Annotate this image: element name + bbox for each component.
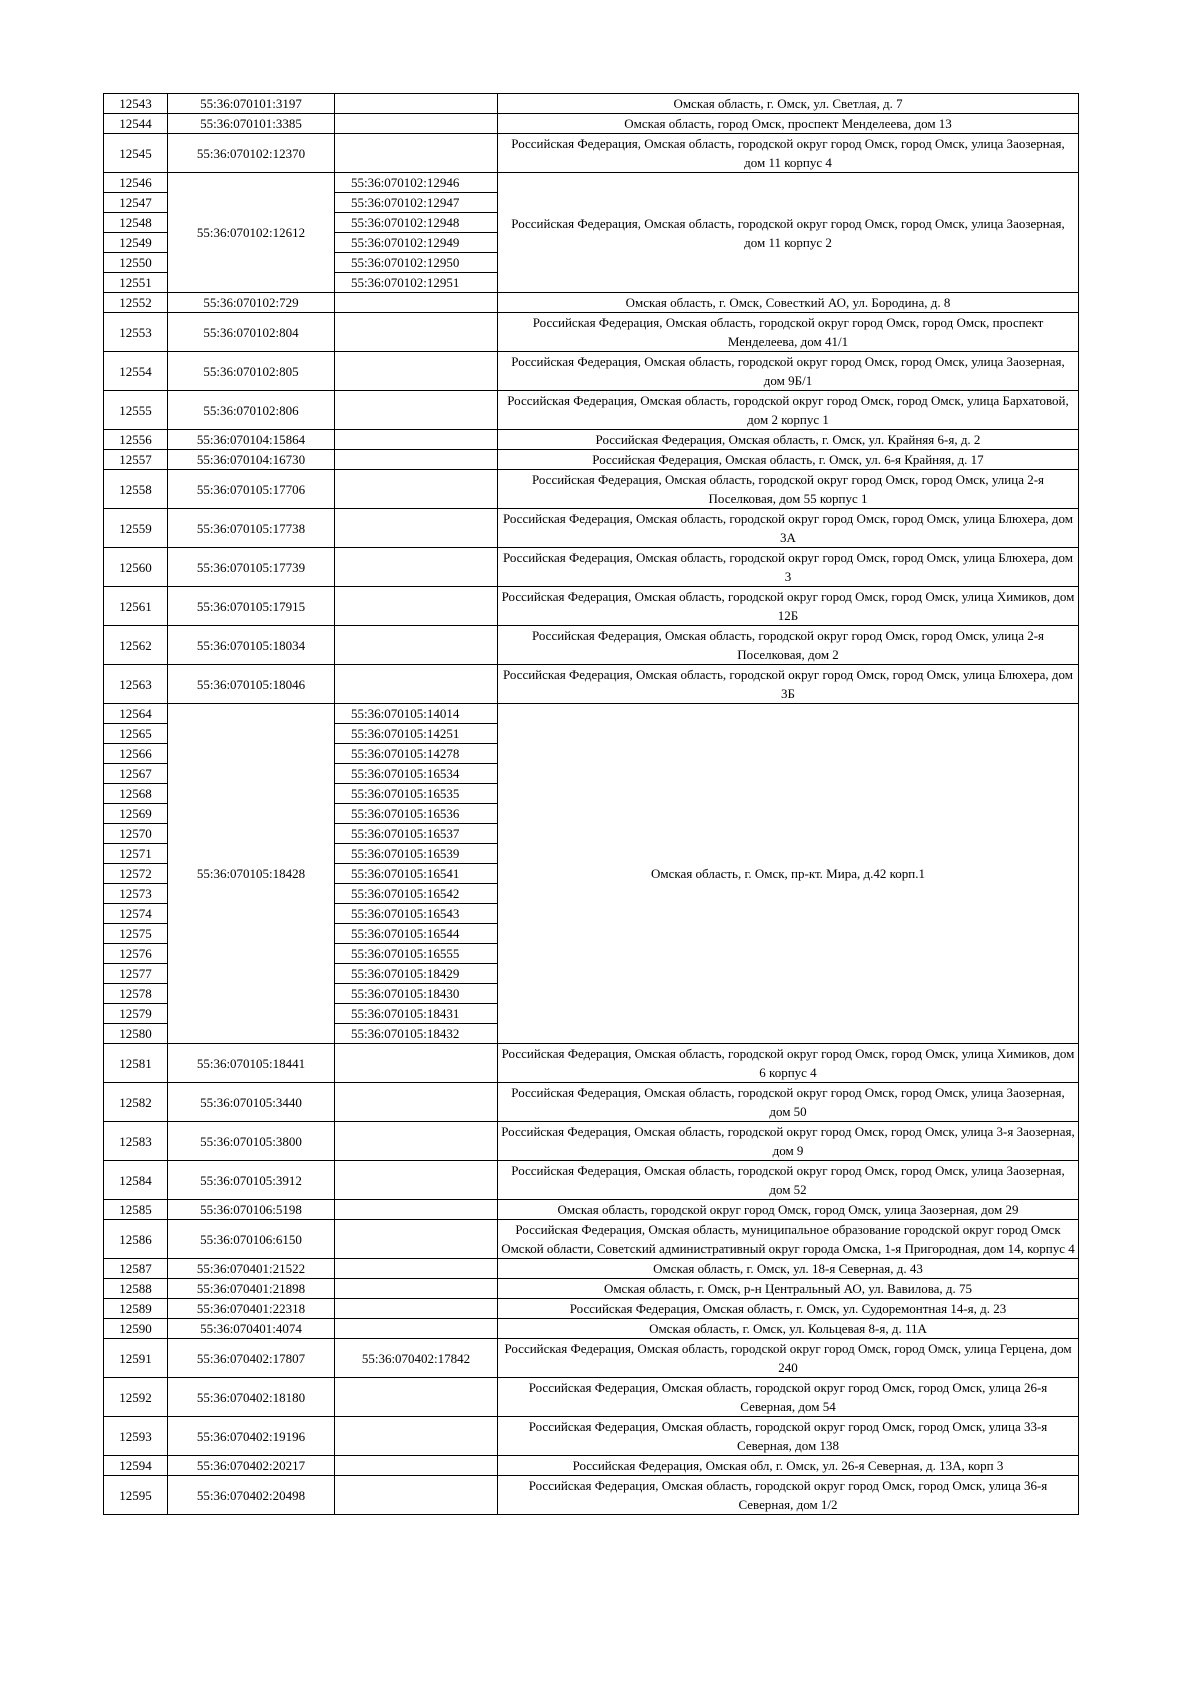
sub-cadastral-number [335,1083,498,1122]
row-number: 12593 [104,1417,168,1456]
table-row [104,470,1079,509]
sub-cadastral-number [335,470,498,509]
table-row [104,1339,1079,1378]
row-number: 12584 [104,1161,168,1200]
row-number: 12578 [104,984,168,1004]
table-row [104,134,1079,173]
sub-cadastral-number [335,391,498,430]
table-row [104,293,1079,313]
table-row [104,352,1079,391]
address-cell: Российская Федерация, Омская область, городской округ город Омск, город Омск, улица Заозерная, дом 50 [498,1083,1079,1122]
sub-cadastral-number: 55:36:070105:18432 [335,1024,498,1044]
row-number: 12577 [104,964,168,984]
address-cell: Омская область, г. Омск, р-н Центральный АО, ул. Вавилова, д. 75 [498,1279,1079,1299]
address-cell: Российская Федерация, Омская область, городской округ город Омск, город Омск, улица 3-я Заозерная, дом 9 [498,1122,1079,1161]
row-number: 12562 [104,626,168,665]
address-cell: Российская Федерация, Омская область, городской округ город Омск, город Омск, улица Блюхера, дом 3 [498,548,1079,587]
sub-cadastral-number [335,430,498,450]
cadastral-number: 55:36:070105:17915 [168,587,335,626]
sub-cadastral-number: 55:36:070105:16537 [335,824,498,844]
row-number: 12573 [104,884,168,904]
sub-cadastral-number: 55:36:070105:16535 [335,784,498,804]
row-number: 12549 [104,233,168,253]
address-cell: Российская Федерация, Омская область, городской округ город Омск, город Омск, улица Герцена, дом 240 [498,1339,1079,1378]
sub-cadastral-number [335,1299,498,1319]
table-row [104,1417,1079,1456]
row-number: 12594 [104,1456,168,1476]
table-row [104,1279,1079,1299]
cadastral-number: 55:36:070401:4074 [168,1319,335,1339]
sub-cadastral-number [335,587,498,626]
row-number: 12552 [104,293,168,313]
sub-cadastral-number [335,1476,498,1515]
address-cell: Омская область, г. Омск, Совесткий АО, ул. Бородина, д. 8 [498,293,1079,313]
table-row [104,1299,1079,1319]
row-number: 12591 [104,1339,168,1378]
table-row [104,1200,1079,1220]
sub-cadastral-number [335,114,498,134]
address-cell: Омская область, городской округ город Омск, город Омск, улица Заозерная, дом 29 [498,1200,1079,1220]
sub-cadastral-number: 55:36:070105:16544 [335,924,498,944]
table-row [104,1220,1079,1259]
cadastral-number: 55:36:070105:17706 [168,470,335,509]
sub-cadastral-number [335,1122,498,1161]
sub-cadastral-number: 55:36:070402:17842 [335,1339,498,1378]
cadastral-number: 55:36:070101:3197 [168,94,335,114]
row-number: 12568 [104,784,168,804]
sub-cadastral-number: 55:36:070102:12949 [335,233,498,253]
address-cell: Омская область, г. Омск, ул. Светлая, д. 7 [498,94,1079,114]
cadastral-number: 55:36:070106:5198 [168,1200,335,1220]
cadastral-number: 55:36:070105:3440 [168,1083,335,1122]
row-number: 12544 [104,114,168,134]
row-number: 12570 [104,824,168,844]
sub-cadastral-number: 55:36:070102:12951 [335,273,498,293]
address-cell: Российская Федерация, Омская область, городской округ город Омск, город Омск, улица Заозерная, дом 9Б/1 [498,352,1079,391]
cadastral-number: 55:36:070105:18441 [168,1044,335,1083]
sub-cadastral-number: 55:36:070105:14278 [335,744,498,764]
cadastral-number: 55:36:070102:12370 [168,134,335,173]
address-cell: Российская Федерация, Омская область, городской округ город Омск, город Омск, улица Блюхера, дом 3А [498,509,1079,548]
sub-cadastral-number: 55:36:070105:16539 [335,844,498,864]
address-cell: Российская Федерация, Омская область, муниципальное образование городской округ город Омск Омской области, Советский административный округ города Омска, 1-я Пригородная, дом 14, корпус 4 [498,1220,1079,1259]
table-row [104,430,1079,450]
row-number: 12551 [104,273,168,293]
sub-cadastral-number: 55:36:070105:16534 [335,764,498,784]
address-cell: Российская Федерация, Омская область, городской округ город Омск, город Омск, улица 2-я Поселковая, дом 55 корпус 1 [498,470,1079,509]
cadastral-number: 55:36:070102:729 [168,293,335,313]
sub-cadastral-number [335,352,498,391]
sub-cadastral-number [335,313,498,352]
address-cell: Омская область, город Омск, проспект Менделеева, дом 13 [498,114,1079,134]
address-cell: Российская Федерация, Омская обл, г. Омск, ул. 26-я Северная, д. 13А, корп 3 [498,1456,1079,1476]
cadastral-number: 55:36:070101:3385 [168,114,335,134]
row-number: 12571 [104,844,168,864]
row-number: 12553 [104,313,168,352]
row-number: 12558 [104,470,168,509]
row-number: 12556 [104,430,168,450]
address-cell: Российская Федерация, Омская область, городской округ город Омск, город Омск, улица Химиков, дом 12Б [498,587,1079,626]
property-table [103,93,1079,1515]
address-cell: Российская Федерация, Омская область, г. Омск, ул. Судоремонтная 14-я, д. 23 [498,1299,1079,1319]
address-cell: Российская Федерация, Омская область, городской округ город Омск, город Омск, улица 36-я Северная, дом 1/2 [498,1476,1079,1515]
row-number: 12572 [104,864,168,884]
table-row [104,313,1079,352]
cadastral-number: 55:36:070102:806 [168,391,335,430]
sub-cadastral-number [335,665,498,704]
row-number: 12585 [104,1200,168,1220]
sub-cadastral-number: 55:36:070105:16536 [335,804,498,824]
address-cell: Омская область, г. Омск, пр-кт. Мира, д.42 корп.1 [498,704,1079,1044]
sub-cadastral-number: 55:36:070105:18431 [335,1004,498,1024]
row-number: 12557 [104,450,168,470]
address-cell: Омская область, г. Омск, ул. 18-я Северная, д. 43 [498,1259,1079,1279]
table-row [104,1456,1079,1476]
row-number: 12583 [104,1122,168,1161]
address-cell: Российская Федерация, Омская область, городской округ город Омск, город Омск, улица Химиков, дом 6 корпус 4 [498,1044,1079,1083]
sub-cadastral-number: 55:36:070105:18430 [335,984,498,1004]
sub-cadastral-number: 55:36:070105:16555 [335,944,498,964]
sub-cadastral-number [335,134,498,173]
row-number: 12589 [104,1299,168,1319]
cadastral-number: 55:36:070402:20217 [168,1456,335,1476]
address-cell: Российская Федерация, Омская область, городской округ город Омск, город Омск, проспект Менделеева, дом 41/1 [498,313,1079,352]
row-number: 12545 [104,134,168,173]
row-number: 12550 [104,253,168,273]
row-number: 12595 [104,1476,168,1515]
table-row [104,1319,1079,1339]
cadastral-number: 55:36:070106:6150 [168,1220,335,1259]
sub-cadastral-number: 55:36:070105:16541 [335,864,498,884]
table-row [104,450,1079,470]
cadastral-number: 55:36:070105:3912 [168,1161,335,1200]
cadastral-number: 55:36:070401:21522 [168,1259,335,1279]
table-row [104,1161,1079,1200]
sub-cadastral-number: 55:36:070105:16542 [335,884,498,904]
sub-cadastral-number: 55:36:070102:12948 [335,213,498,233]
table-row [104,704,1079,724]
table-row [104,626,1079,665]
cadastral-number: 55:36:070402:20498 [168,1476,335,1515]
row-number: 12575 [104,924,168,944]
row-number: 12590 [104,1319,168,1339]
cadastral-number: 55:36:070104:15864 [168,430,335,450]
cadastral-number: 55:36:070402:19196 [168,1417,335,1456]
address-cell: Российская Федерация, Омская область, городской округ город Омск, город Омск, улица Заозерная, дом 52 [498,1161,1079,1200]
address-cell: Российская Федерация, Омская область, г. Омск, ул. Крайняя 6-я, д. 2 [498,430,1079,450]
sub-cadastral-number: 55:36:070102:12950 [335,253,498,273]
sub-cadastral-number [335,94,498,114]
cadastral-number: 55:36:070105:17738 [168,509,335,548]
table-row [104,509,1079,548]
table-row [104,391,1079,430]
row-number: 12564 [104,704,168,724]
sub-cadastral-number [335,1417,498,1456]
cadastral-number: 55:36:070102:804 [168,313,335,352]
cadastral-number: 55:36:070102:805 [168,352,335,391]
sub-cadastral-number [335,1200,498,1220]
table-row [104,114,1079,134]
cadastral-number: 55:36:070402:17807 [168,1339,335,1378]
cadastral-number: 55:36:070102:12612 [168,173,335,293]
address-cell: Российская Федерация, Омская область, городской округ город Омск, город Омск, улица Блюхера, дом 3Б [498,665,1079,704]
row-number: 12580 [104,1024,168,1044]
row-number: 12576 [104,944,168,964]
cadastral-number: 55:36:070105:18428 [168,704,335,1044]
address-cell: Российская Федерация, Омская область, городской округ город Омск, город Омск, улица Заозерная, дом 11 корпус 4 [498,134,1079,173]
table-row [104,1122,1079,1161]
table-row [104,1476,1079,1515]
sub-cadastral-number: 55:36:070105:14014 [335,704,498,724]
address-cell: Российская Федерация, Омская область, городской округ город Омск, город Омск, улица 33-я Северная, дом 138 [498,1417,1079,1456]
row-number: 12582 [104,1083,168,1122]
sub-cadastral-number [335,1319,498,1339]
sub-cadastral-number [335,548,498,587]
cadastral-number: 55:36:070104:16730 [168,450,335,470]
table-row [104,1083,1079,1122]
row-number: 12543 [104,94,168,114]
sub-cadastral-number: 55:36:070102:12947 [335,193,498,213]
table-row [104,94,1079,114]
sub-cadastral-number: 55:36:070105:16543 [335,904,498,924]
sub-cadastral-number: 55:36:070102:12946 [335,173,498,193]
row-number: 12547 [104,193,168,213]
table-row [104,1378,1079,1417]
cadastral-number: 55:36:070402:18180 [168,1378,335,1417]
row-number: 12579 [104,1004,168,1024]
row-number: 12588 [104,1279,168,1299]
table-row [104,1044,1079,1083]
row-number: 12559 [104,509,168,548]
sub-cadastral-number [335,1044,498,1083]
row-number: 12569 [104,804,168,824]
row-number: 12565 [104,724,168,744]
address-cell: Омская область, г. Омск, ул. Кольцевая 8-я, д. 11А [498,1319,1079,1339]
table-row [104,1259,1079,1279]
sub-cadastral-number [335,1456,498,1476]
row-number: 12563 [104,665,168,704]
table-row [104,173,1079,193]
sub-cadastral-number [335,293,498,313]
row-number: 12548 [104,213,168,233]
row-number: 12587 [104,1259,168,1279]
row-number: 12560 [104,548,168,587]
cadastral-number: 55:36:070401:22318 [168,1299,335,1319]
sub-cadastral-number [335,1378,498,1417]
table-row [104,587,1079,626]
sub-cadastral-number: 55:36:070105:14251 [335,724,498,744]
cadastral-number: 55:36:070105:18046 [168,665,335,704]
row-number: 12574 [104,904,168,924]
row-number: 12561 [104,587,168,626]
table-row [104,665,1079,704]
sub-cadastral-number [335,626,498,665]
sub-cadastral-number [335,450,498,470]
row-number: 12554 [104,352,168,391]
row-number: 12592 [104,1378,168,1417]
table-row [104,548,1079,587]
address-cell: Российская Федерация, Омская область, городской округ город Омск, город Омск, улица Заозерная, дом 11 корпус 2 [498,173,1079,293]
sub-cadastral-number [335,1220,498,1259]
cadastral-number: 55:36:070105:17739 [168,548,335,587]
row-number: 12567 [104,764,168,784]
document-page [103,93,1078,1515]
sub-cadastral-number [335,1259,498,1279]
row-number: 12555 [104,391,168,430]
row-number: 12586 [104,1220,168,1259]
sub-cadastral-number [335,1279,498,1299]
address-cell: Российская Федерация, Омская область, г. Омск, ул. 6-я Крайняя, д. 17 [498,450,1079,470]
cadastral-number: 55:36:070401:21898 [168,1279,335,1299]
address-cell: Российская Федерация, Омская область, городской округ город Омск, город Омск, улица 2-я Поселковая, дом 2 [498,626,1079,665]
row-number: 12546 [104,173,168,193]
sub-cadastral-number [335,1161,498,1200]
sub-cadastral-number [335,509,498,548]
address-cell: Российская Федерация, Омская область, городской округ город Омск, город Омск, улица Бархатовой, дом 2 корпус 1 [498,391,1079,430]
cadastral-number: 55:36:070105:3800 [168,1122,335,1161]
cadastral-number: 55:36:070105:18034 [168,626,335,665]
row-number: 12566 [104,744,168,764]
address-cell: Российская Федерация, Омская область, городской округ город Омск, город Омск, улица 26-я Северная, дом 54 [498,1378,1079,1417]
row-number: 12581 [104,1044,168,1083]
sub-cadastral-number: 55:36:070105:18429 [335,964,498,984]
